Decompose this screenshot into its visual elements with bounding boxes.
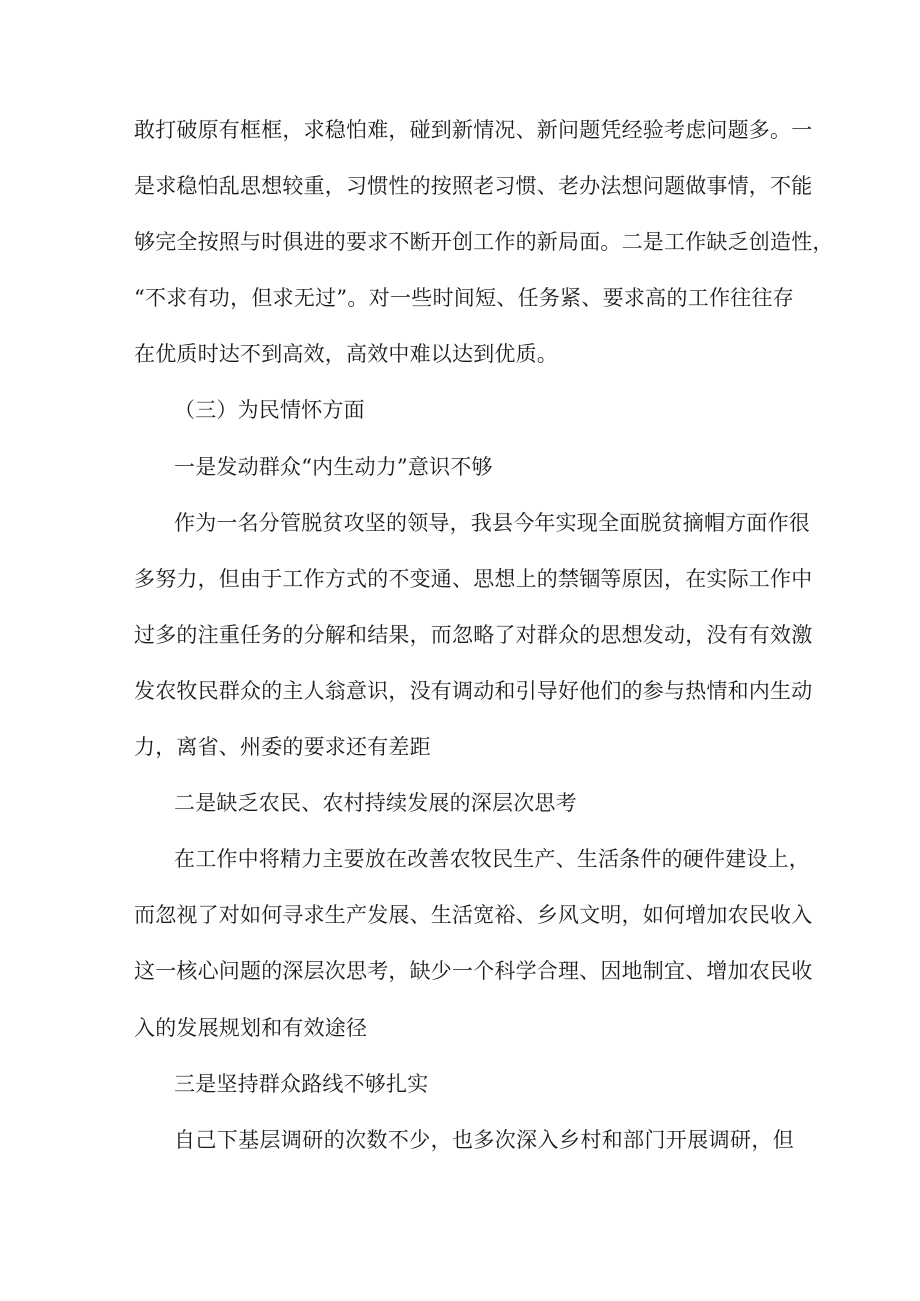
text-line: 过多的注重任务的分解和结果，而忽略了对群众的思想发动，没有有效激 — [134, 622, 813, 647]
text-line: 作为一名分管脱贫攻坚的领导，我县今年实现全面脱贫摘帽方面作很 — [174, 510, 810, 535]
subheading: 二是缺乏农民、农村持续发展的深层次思考 — [174, 791, 577, 816]
text-line: 发农牧民群众的主人翁意识，没有调动和引导好他们的参与热情和内生动 — [134, 678, 813, 703]
text-line: 自己下基层调研的次数不少，也多次深入乡村和部门开展调研，但 — [174, 1127, 794, 1152]
text-line: 在优质时达不到高效，高效中难以达到优质。 — [134, 342, 558, 367]
text-line: 力，离省、州委的要求还有差距 — [134, 735, 431, 760]
text-line: 而忽视了对如何寻求生产发展、生活宽裕、乡风文明，如何增加农民收入 — [134, 903, 813, 928]
text-line: 入的发展规划和有效途径 — [134, 1015, 368, 1040]
section-heading: （三）为民情怀方面 — [174, 398, 365, 423]
text-line: 够完全按照与时俱进的要求不断开创工作的新局面。二是工作缺乏创造性， — [134, 230, 834, 255]
subheading: 一是发动群众“内生动力”意识不够 — [174, 454, 493, 479]
text-line: 在工作中将精力主要放在改善农牧民生产、生活条件的硬件建设上， — [174, 847, 810, 872]
document-body — [134, 107, 834, 1173]
text-line: 是求稳怕乱思想较重，习惯性的按照老习惯、老办法想问题做事情，不能 — [134, 174, 813, 199]
subheading: 三是坚持群众路线不够扎实 — [174, 1071, 429, 1096]
text-line: 多努力，但由于工作方式的不变通、思想上的禁锢等原因，在实际工作中 — [134, 566, 813, 591]
text-line: “不求有功，但求无过”。对一些时间短、任务紧、要求高的工作往往存 — [134, 286, 794, 311]
text-line: 敢打破原有框框，求稳怕难，碰到新情况、新问题凭经验考虑问题多。一 — [134, 118, 813, 142]
text-line: 这一核心问题的深层次思考，缺少一个科学合理、因地制宜、增加农民收 — [134, 959, 813, 984]
